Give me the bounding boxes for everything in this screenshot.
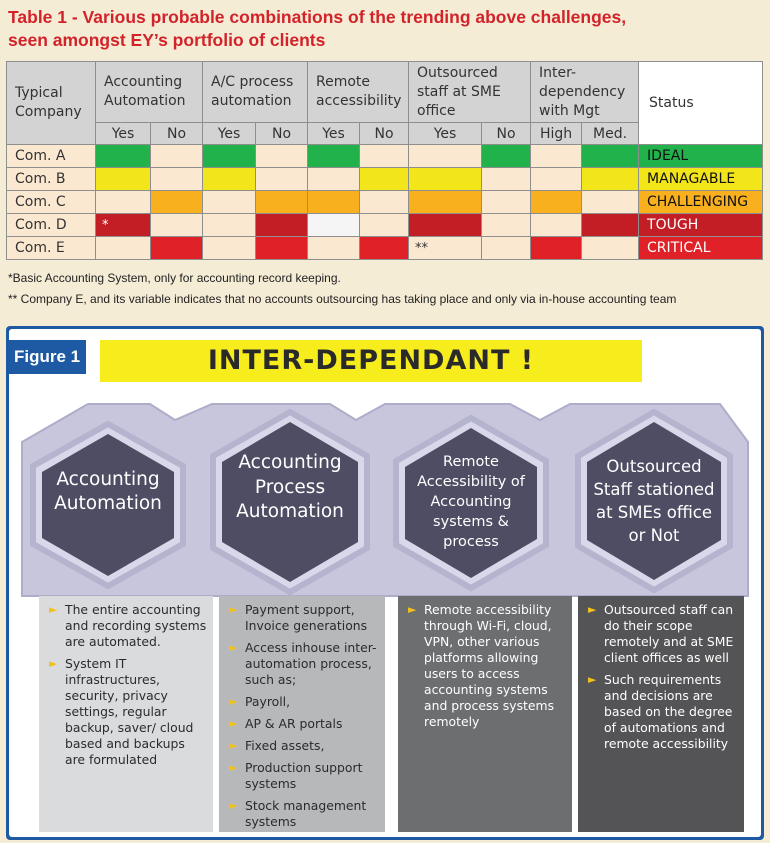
hexagon-1-line: Accounting <box>56 469 160 490</box>
inter-dependant-banner: INTER-DEPENDANT ! <box>100 340 642 382</box>
header-inter-dependency: Inter-dependency with Mgt <box>531 62 639 123</box>
subheader-med: Med. <box>582 123 639 145</box>
hexagon-3-line: systems & <box>433 514 509 530</box>
panel-bullet-item <box>588 602 738 666</box>
bullet-text: Fixed assets, <box>245 738 325 753</box>
subheader-no: No <box>256 123 308 145</box>
matrix-cell: ** <box>409 237 482 260</box>
panel-accounting-automation <box>39 596 213 832</box>
subheader-yes: Yes <box>409 123 482 145</box>
hexagon-4-line: or Not <box>628 526 680 545</box>
hexagon-3-line: Accessibility of <box>417 474 525 490</box>
panel-bullet-item <box>49 602 207 650</box>
hexagon-2-line: Automation <box>236 501 344 522</box>
panel-bullet-item <box>229 640 379 688</box>
bullet-text: Production support systems <box>245 760 363 791</box>
hexagon-2-label <box>222 451 358 525</box>
bullet-arrow-icon: ► <box>408 603 417 616</box>
bullet-arrow-icon: ► <box>229 641 238 654</box>
company-label: Com. D <box>7 214 96 237</box>
bullet-arrow-icon: ► <box>229 799 238 812</box>
table-title-line-2: seen amongst EY’s portfolio of clients <box>8 30 326 50</box>
hexagon-3-label <box>405 452 537 552</box>
subheader-no: No <box>360 123 409 145</box>
bullet-text: System IT infrastructures, security, privacy settings, regular backup, saver/ cloud based and backups are formulated <box>65 656 194 767</box>
bullet-text: Such requirements and decisions are based on the degree of automations and remote accessibility <box>604 672 733 751</box>
header-outsourced-staff: Outsourced staff at SME office <box>409 62 531 123</box>
panel-bullet-item <box>229 716 379 732</box>
company-label: Com. C <box>7 191 96 214</box>
bullet-text: Remote accessibility through Wi-Fi, cloud, VPN, other various platforms allowing users to access accounting systems and process systems remotely <box>424 602 555 729</box>
status-cell: CRITICAL <box>639 237 763 260</box>
hexagon-1-label <box>42 468 174 516</box>
footnote-2: ** Company E, and its variable indicates that no accounts outsourcing has taking place and only via in-house accounting team <box>8 292 677 306</box>
bullet-text: Payment support, Invoice generations <box>245 602 368 633</box>
panel-bullet-item <box>588 672 738 752</box>
company-label: Com. E <box>7 237 96 260</box>
subheader-yes: Yes <box>96 123 151 145</box>
status-cell: MANAGABLE <box>639 168 763 191</box>
subheader-no: No <box>151 123 203 145</box>
subheader-yes: Yes <box>308 123 360 145</box>
bullet-text: Access inhouse inter-automation process, such as; <box>245 640 377 687</box>
bullet-arrow-icon: ► <box>49 603 58 616</box>
company-label: Com. A <box>7 145 96 168</box>
bullet-arrow-icon: ► <box>229 603 238 616</box>
bullet-text: Payroll, <box>245 694 291 709</box>
bullet-arrow-icon: ► <box>588 603 597 616</box>
bullet-arrow-icon: ► <box>229 695 238 708</box>
subheader-high: High <box>531 123 582 145</box>
bullet-text: AP & AR portals <box>245 716 343 731</box>
bullet-arrow-icon: ► <box>49 657 58 670</box>
header-status: Status <box>639 62 763 145</box>
status-cell: IDEAL <box>639 145 763 168</box>
hexagon-1-line: Automation <box>54 493 162 514</box>
bullet-arrow-icon: ► <box>229 739 238 752</box>
header-typical-company: Typical Company <box>7 62 96 145</box>
hexagon-4-line: at SMEs office <box>595 503 713 522</box>
status-cell: CHALLENGING <box>639 191 763 214</box>
panel-bullet-item <box>408 602 566 730</box>
table-title-line-1: Table 1 - Various probable combinations of the trending above challenges, <box>8 7 627 27</box>
matrix-cell: * <box>96 214 151 237</box>
figure-label: Figure 1 <box>6 340 86 374</box>
panel-remote-accessibility <box>398 596 572 832</box>
panel-bullet-item <box>229 798 379 830</box>
hexagon-2-line: Process <box>254 476 326 498</box>
bullet-text: Stock management systems <box>245 798 367 829</box>
bullet-text: The entire accounting and recording systems are automated. <box>65 602 207 649</box>
hexagon-4-label <box>587 455 721 547</box>
header-remote-accessibility: Remote accessibility <box>308 62 409 123</box>
subheader-yes: Yes <box>203 123 256 145</box>
hexagon-4-line: Outsourced <box>606 457 702 476</box>
status-cell: TOUGH <box>639 214 763 237</box>
company-label: Com. B <box>7 168 96 191</box>
bullet-arrow-icon: ► <box>588 673 597 686</box>
footnote-1: *Basic Accounting System, only for accounting record keeping. <box>8 271 341 285</box>
hexagon-3-line: process <box>443 534 499 550</box>
hexagon-4-line: Staff stationed <box>593 480 715 499</box>
subheader-no: No <box>482 123 531 145</box>
bullet-arrow-icon: ► <box>229 761 238 774</box>
panel-bullet-item <box>49 656 207 768</box>
header-ac-process-automation: A/C process automation <box>203 62 308 123</box>
panel-bullet-item <box>229 602 379 634</box>
hexagon-3-line: Accounting <box>430 494 512 510</box>
panel-process-automation <box>219 596 385 832</box>
header-accounting-automation: Accounting Automation <box>96 62 203 123</box>
panel-bullet-item <box>229 694 379 710</box>
panel-bullet-item <box>229 760 379 792</box>
bullet-text: Outsourced staff can do their scope remotely and at SME client offices as well <box>604 602 734 665</box>
panel-outsourced-staff <box>578 596 744 832</box>
hexagon-3-line: Remote <box>443 454 499 470</box>
bullet-arrow-icon: ► <box>229 717 238 730</box>
hexagon-2-line: Accounting <box>238 452 342 473</box>
panel-bullet-item <box>229 738 379 754</box>
